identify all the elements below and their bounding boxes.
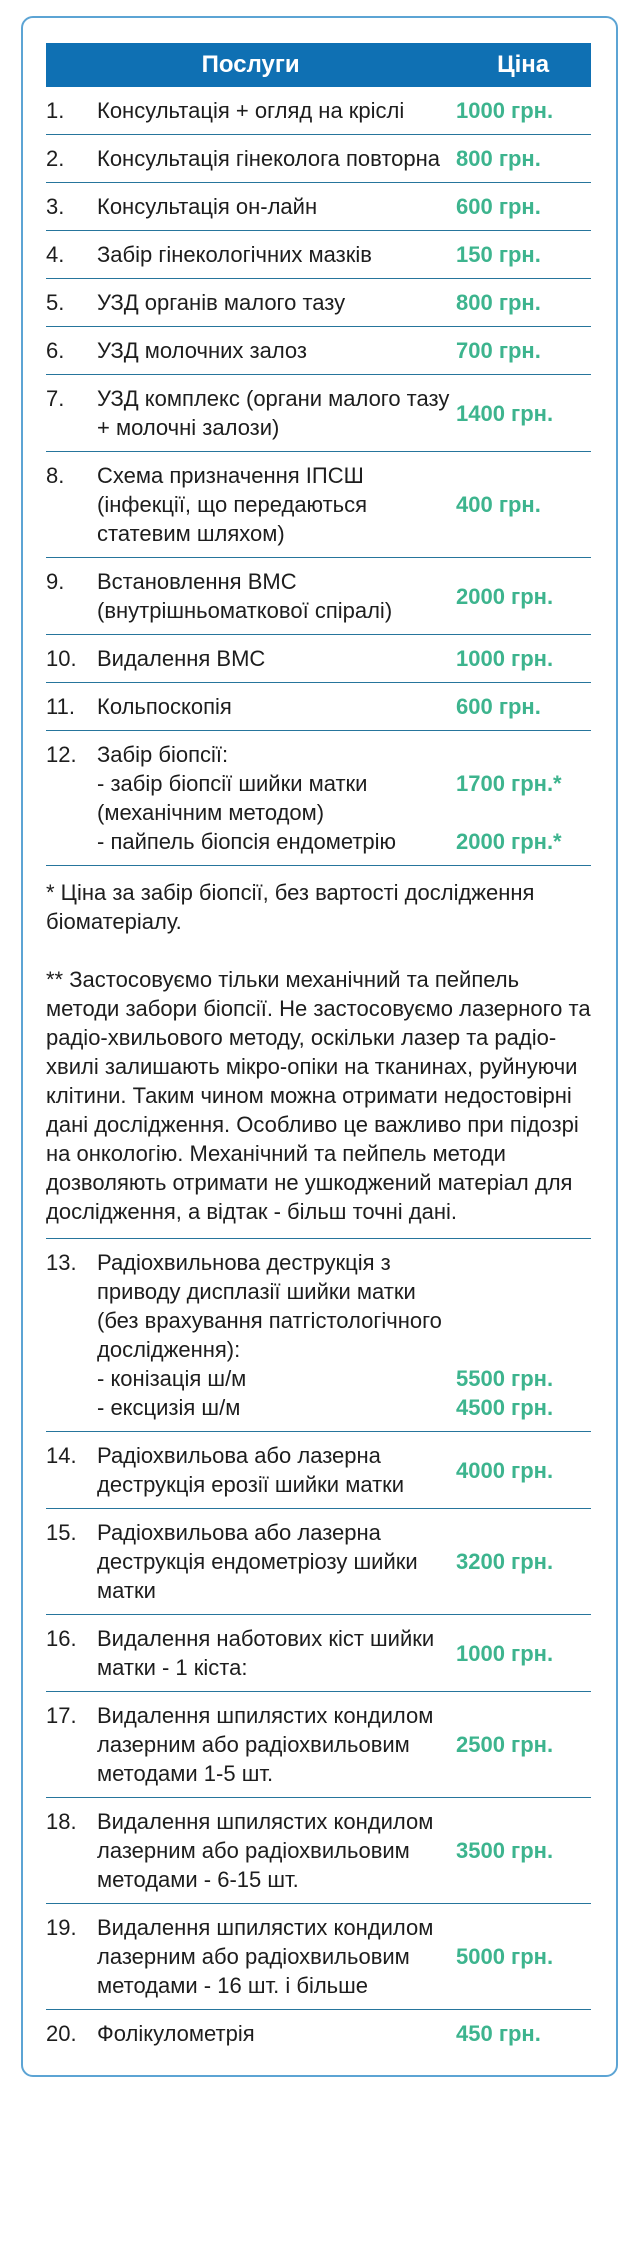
row-body	[97, 336, 592, 365]
service-price: 2500 грн.	[456, 1732, 554, 1757]
service-price: 600 грн.	[456, 694, 541, 719]
services-column-header: Послуги	[201, 51, 300, 78]
row-number: 8.	[46, 463, 65, 488]
table-row	[46, 682, 591, 730]
row-body	[97, 1624, 592, 1682]
service-line	[97, 1441, 592, 1499]
row-number: 5.	[46, 290, 65, 315]
row-number: 11.	[46, 694, 75, 719]
row-body	[97, 192, 592, 221]
service-name: Консультація гінеколога повторна	[97, 146, 441, 171]
table-header	[46, 43, 591, 87]
table-row	[46, 1797, 591, 1903]
service-line	[97, 827, 592, 856]
service-name: Радіохвильова або лазерна деструкція ерозії шийки матки	[97, 1443, 405, 1497]
service-name: - забір біопсії шийки матки (механічним методом)	[97, 771, 368, 825]
service-name: УЗД органів малого тазу	[97, 290, 346, 315]
row-body	[97, 240, 592, 269]
row-body	[97, 1518, 592, 1605]
row-number: 16.	[46, 1626, 77, 1651]
service-name: Схема призначення ІПСШ (інфекції, що передаються статевим шляхом)	[97, 463, 368, 546]
table-row	[46, 557, 591, 634]
service-line	[97, 1624, 592, 1682]
row-body	[97, 384, 592, 442]
row-body	[97, 2019, 592, 2048]
service-name: УЗД молочних залоз	[97, 338, 307, 363]
table-row	[46, 87, 591, 134]
service-line	[97, 644, 592, 673]
table-row	[46, 451, 591, 557]
row-number: 20.	[46, 2021, 77, 2046]
service-line	[97, 1807, 592, 1894]
table-row	[46, 2009, 591, 2057]
table-row	[46, 1691, 591, 1797]
service-price: 3200 грн.	[456, 1549, 554, 1574]
table-row	[46, 730, 591, 865]
service-name: Видалення шпилястих кондилом лазерним або радіохвильовим методами 1-5 шт.	[97, 1703, 434, 1786]
row-body	[97, 461, 592, 548]
table-row	[46, 1238, 591, 1431]
row-number: 13.	[46, 1250, 77, 1275]
service-price: 800 грн.	[456, 290, 541, 315]
table-row	[46, 1903, 591, 2009]
row-body	[97, 740, 592, 856]
service-line	[97, 567, 592, 625]
table-row	[46, 634, 591, 682]
row-number: 2.	[46, 146, 65, 171]
service-name: Видалення ВМС	[97, 646, 266, 671]
row-number: 14.	[46, 1443, 77, 1468]
service-price: 1000 грн.	[456, 646, 554, 671]
service-name: Консультація он-лайн	[97, 194, 318, 219]
service-price: 2000 грн.	[456, 583, 554, 609]
service-name: УЗД комплекс (органи малого тазу + молочні залози)	[97, 386, 450, 440]
table-row	[46, 1508, 591, 1614]
service-line	[97, 461, 592, 548]
service-line	[97, 692, 592, 721]
service-line	[97, 144, 592, 173]
row-number: 4.	[46, 242, 65, 267]
service-price: 5000 грн.	[456, 1944, 554, 1969]
service-price: 4000 грн.	[456, 1457, 554, 1483]
service-line	[97, 769, 592, 827]
service-name: Забір біопсії:	[97, 742, 229, 767]
service-name: Кольпоскопія	[97, 694, 232, 719]
service-line	[97, 288, 592, 317]
row-body	[97, 1441, 592, 1499]
service-price: 5500 грн.	[456, 1366, 554, 1391]
table-row	[46, 182, 591, 230]
row-number: 15.	[46, 1520, 77, 1545]
service-name: Встановлення ВМС (внутрішньоматкової спіралі)	[97, 569, 393, 623]
row-number: 6.	[46, 338, 65, 363]
row-number: 10.	[46, 646, 77, 671]
service-line	[97, 1913, 592, 2000]
table-row	[46, 326, 591, 374]
footnote-block	[46, 865, 591, 1238]
row-body	[97, 567, 592, 625]
footnote: * Ціна за забір біопсії, без вартості дослідження біоматеріалу.	[46, 880, 535, 934]
service-name: Радіохвильова або лазерна деструкція ендометріозу шийки матки	[97, 1520, 418, 1603]
service-line	[97, 1393, 592, 1422]
row-body	[97, 644, 592, 673]
service-name: Видалення шпилястих кондилом лазерним або радіохвильовим методами - 6-15 шт.	[97, 1809, 434, 1892]
row-number: 18.	[46, 1809, 77, 1834]
table-row	[46, 278, 591, 326]
row-number: 12.	[46, 742, 77, 767]
service-line	[97, 2019, 592, 2048]
service-price: 400 грн.	[456, 492, 541, 517]
service-line	[97, 336, 592, 365]
service-name: Фолікулометрія	[97, 2021, 255, 2046]
service-price: 800 грн.	[456, 146, 541, 171]
service-line	[97, 1364, 592, 1393]
price-table-card	[21, 16, 618, 2077]
service-line	[97, 1518, 592, 1605]
row-number: 7.	[46, 386, 65, 411]
service-name: Видалення наботових кіст шийки матки - 1 кіста:	[97, 1626, 435, 1680]
service-line	[97, 96, 592, 125]
service-line	[97, 240, 592, 269]
row-body	[97, 96, 592, 125]
price-column-header: Ціна	[497, 51, 550, 78]
service-line	[97, 384, 592, 442]
table-row	[46, 230, 591, 278]
service-name: - конізація ш/м	[97, 1366, 247, 1391]
service-name: Радіохвильнова деструкція з приводу дисплазії шийки матки (без врахування патгістологічного дослідження):	[97, 1250, 442, 1362]
row-body	[97, 1807, 592, 1894]
service-price: 3500 грн.	[456, 1838, 554, 1863]
row-number: 9.	[46, 569, 65, 594]
row-body	[97, 1913, 592, 2000]
table-row	[46, 1614, 591, 1691]
service-line	[97, 1701, 592, 1788]
service-price: 150 грн.	[456, 242, 541, 267]
service-price: 2000 грн.*	[456, 829, 562, 854]
footnote: ** Застосовуємо тільки механічний та пейпель методи забори біопсії. Не застосовуємо лазерного та радіо-хвильового методу, оскільки лазер та радіо-хвилі залишають мікро-опіки на тканинах, руйнуючи клітини. Таким чином можна отримати недостовірні дані дослідження. Особливо це важливо при підозрі на онкологію. Механічний та пейпель методи дозволяють отримати не ушкоджений матеріал для дослідження, а відтак - більш точні дані.	[46, 967, 591, 1224]
service-name: - ексцизія ш/м	[97, 1395, 241, 1420]
service-line	[97, 192, 592, 221]
row-number: 19.	[46, 1915, 77, 1940]
service-line	[97, 740, 592, 769]
table-row	[46, 1431, 591, 1508]
row-number: 3.	[46, 194, 65, 219]
service-price: 1700 грн.*	[456, 771, 562, 796]
service-price: 1400 грн.	[456, 400, 554, 426]
service-price: 1000 грн.	[456, 1640, 554, 1666]
service-name: - пайпель біопсія ендометрію	[97, 829, 397, 854]
service-price: 450 грн.	[456, 2021, 541, 2046]
service-name: Видалення шпилястих кондилом лазерним або радіохвильовим методами - 16 шт. і більше	[97, 1915, 434, 1998]
service-price: 700 грн.	[456, 338, 541, 363]
row-body	[97, 1248, 592, 1422]
table-body	[46, 87, 591, 2057]
service-price: 1000 грн.	[456, 98, 554, 123]
row-body	[97, 288, 592, 317]
row-body	[97, 692, 592, 721]
service-line	[97, 1248, 592, 1364]
service-name: Консультація + огляд на кріслі	[97, 98, 405, 123]
table-row	[46, 134, 591, 182]
row-number: 1.	[46, 98, 65, 123]
row-number: 17.	[46, 1703, 77, 1728]
row-body	[97, 1701, 592, 1788]
service-name: Забір гінекологічних мазків	[97, 242, 372, 267]
row-body	[97, 144, 592, 173]
table-row	[46, 374, 591, 451]
service-price: 600 грн.	[456, 194, 541, 219]
service-price: 4500 грн.	[456, 1395, 554, 1420]
